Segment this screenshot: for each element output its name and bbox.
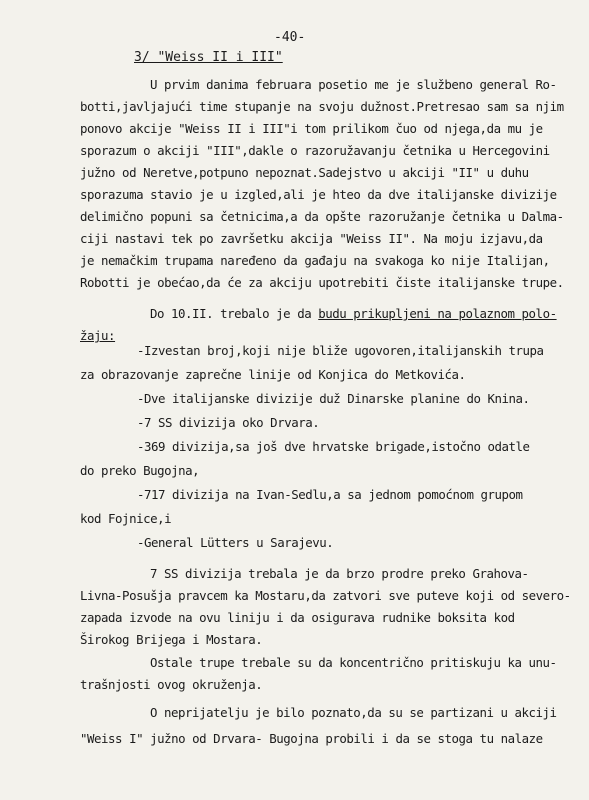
text-line: Širokog Brijega i Mostara. bbox=[80, 632, 263, 647]
text-line: je nemačkim trupama naređeno da gađaju na svakoga ko nije Italijan, bbox=[80, 253, 550, 268]
text-line: botti,javljajući time stupanje na svoju dužnost.Pretresao sam sa njim bbox=[80, 99, 564, 114]
text-line: delimično popuni sa četnicima,a da opšte razoružanje četnika u Dalma- bbox=[80, 209, 564, 224]
text-line: 7 SS divizija trebala je da brzo prodre preko Grahova- bbox=[150, 566, 529, 581]
text-line: do preko Bugojna, bbox=[80, 463, 200, 478]
text-line: O neprijatelju je bilo poznato,da su se partizani u akciji bbox=[150, 705, 557, 720]
text-line: U prvim danima februara posetio me je službeno general Ro- bbox=[150, 77, 557, 92]
text-line: ponovo akcije "Weiss II i III"i tom prilikom čuo od njega,da mu je bbox=[80, 121, 543, 136]
text-line: -Dve italijanske divizije duž Dinarske planine do Knina. bbox=[137, 391, 530, 406]
section-heading: 3/ "Weiss II i III" bbox=[134, 50, 283, 65]
text-line: -General Lütters u Sarajevu. bbox=[137, 535, 334, 550]
text-line: -717 divizija na Ivan-Sedlu,a sa jednom pomoćnom grupom bbox=[137, 487, 523, 502]
text-line: -369 divizija,sa još dve hrvatske brigade,istočno odatle bbox=[137, 439, 530, 454]
text-line: južno od Neretve,potpuno nepoznat.Sadejstvo u akciji "II" u duhu bbox=[80, 165, 529, 180]
text-line: ciji nastavi tek po završetku akcija "Weiss II". Na moju izjavu,da bbox=[80, 231, 543, 246]
text-line: "Weiss I" južno od Drvara- Bugojna probili i da se stoga tu nalaze bbox=[80, 731, 543, 746]
text-line: za obrazovanje zaprečne linije od Konjica do Metkovića. bbox=[80, 367, 466, 382]
text-line: zapada izvode na ovu liniju i da osigurava rudnike boksita kod bbox=[80, 610, 515, 625]
text-line: -7 SS divizija oko Drvara. bbox=[137, 415, 320, 430]
text-line bbox=[150, 307, 557, 321]
text-line: trašnjosti ovog okruženja. bbox=[80, 677, 263, 692]
text-line: sporazuma stavio je u izgled,ali je hteo da dve italijanske divizije bbox=[80, 187, 557, 202]
underlined-text: žaju: bbox=[80, 328, 116, 343]
text-line: kod Fojnice,i bbox=[80, 511, 172, 526]
text-line: -Izvestan broj,koji nije bliže ugovoren,italijanskih trupa bbox=[137, 343, 544, 358]
text-line: Robotti je obećao,da će za akciju upotrebiti čiste italijanske trupe. bbox=[80, 275, 564, 290]
text-line: Ostale trupe trebale su da koncentrično pritiskuju ka unu- bbox=[150, 655, 557, 670]
underlined-text: budu prikupljeni na polaznom polo- bbox=[318, 306, 557, 321]
text-line: sporazum o akciji "III",dakle o razoružavanju četnika u Hercegovini bbox=[80, 143, 550, 158]
text-fragment: Do 10.II. trebalo je da bbox=[150, 306, 319, 321]
text-line: Livna-Posušja pravcem ka Mostaru,da zatvori sve puteve koji od severo- bbox=[80, 588, 571, 603]
page-number: -40- bbox=[274, 30, 306, 45]
